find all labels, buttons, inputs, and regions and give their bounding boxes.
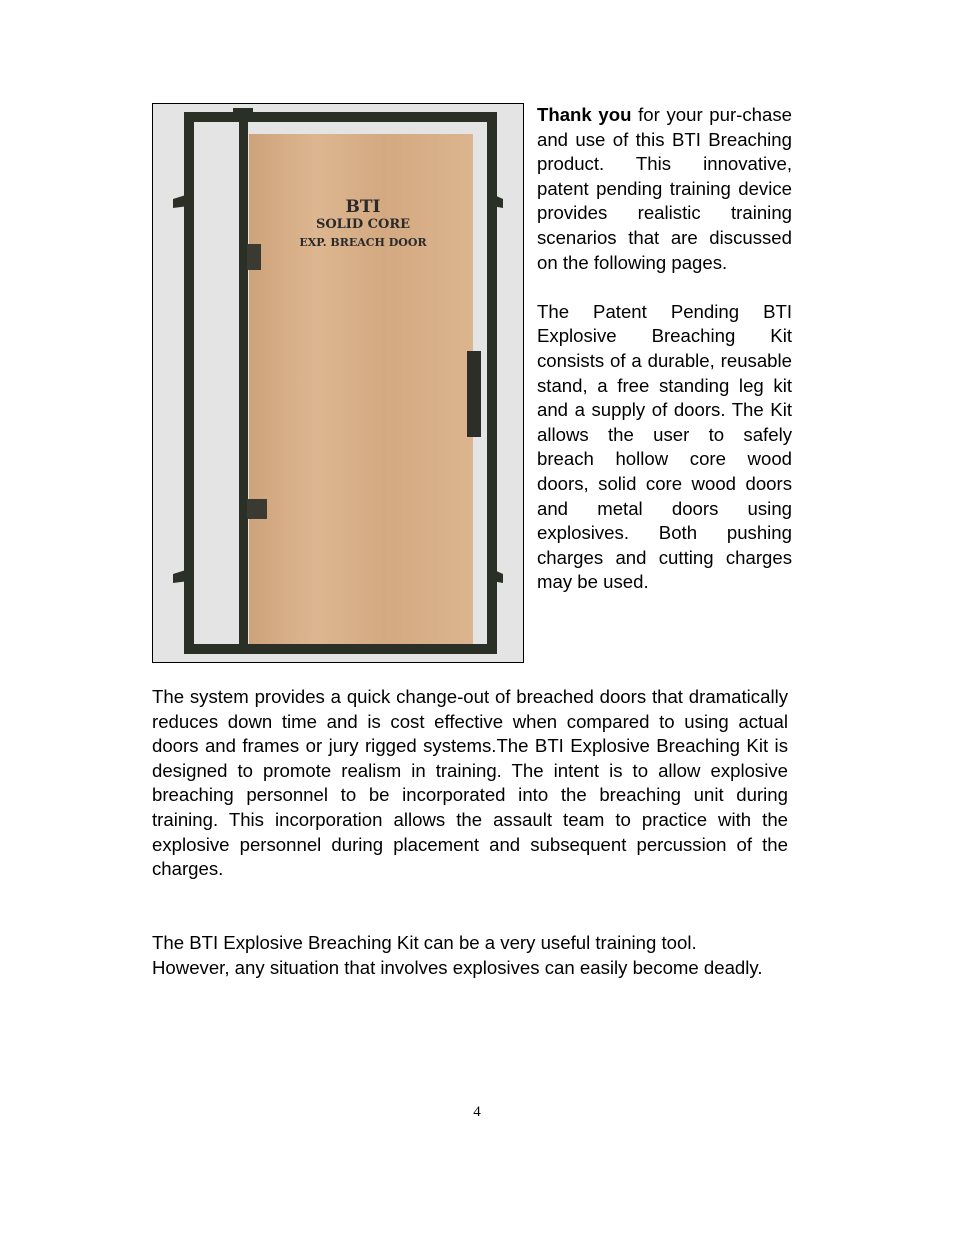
upper-hinge [247, 244, 261, 270]
latch-strike [467, 351, 481, 437]
door-label-breach-door: EXP. BREACH DOOR [299, 236, 427, 249]
top-clamp [233, 108, 253, 122]
thank-you-bold: Thank you [537, 104, 632, 125]
kit-description-paragraph: The Patent Pending BTI Explosive Breaching Kit consists of a durable, reusable stand, a free standing leg kit and a supply of doors. The Kit allows the user to safely breach hollow core wood doors, solid core wood doors and metal doors using explosives. Both pushing charges and cutting charges may be used. [537, 300, 792, 593]
door-label-solid-core: SOLID CORE [315, 217, 411, 232]
intro-column [537, 103, 792, 619]
page-number: 4 [473, 1104, 481, 1120]
system-paragraph-text: The system provides a quick change-out of breached doors that dramatically reduces down time and is cost effective when compared to using actual doors and frames or jury rigged systems.The BTI Explosive Breaching Kit is designed to promote realism in training. The intent is to allow explosive breaching personnel to be incorporated into the breaching unit during training. This incorporation allows the assault team to practice with the explosive personnel during placement and subsequent percussion of the charges. [152, 686, 788, 880]
door-label-bti: BTI [345, 197, 381, 217]
tool-paragraph-text: The BTI Explosive Breaching Kit can be a very useful training tool. However, any situation that involves explosives can easily become deadly. [152, 932, 763, 978]
system-paragraph [152, 685, 788, 882]
lower-hinge [247, 499, 267, 519]
door-kit-photo [152, 103, 524, 663]
tool-paragraph [152, 931, 772, 980]
thank-you-rest: for your pur-chase and use of this BTI Breaching product. This innovative, patent pending training device provides realistic training scenarios that are discussed on the following pages. [537, 104, 792, 273]
hinge-bar [239, 116, 248, 646]
thank-you-paragraph [537, 103, 792, 275]
door-kit-illustration [153, 104, 523, 662]
